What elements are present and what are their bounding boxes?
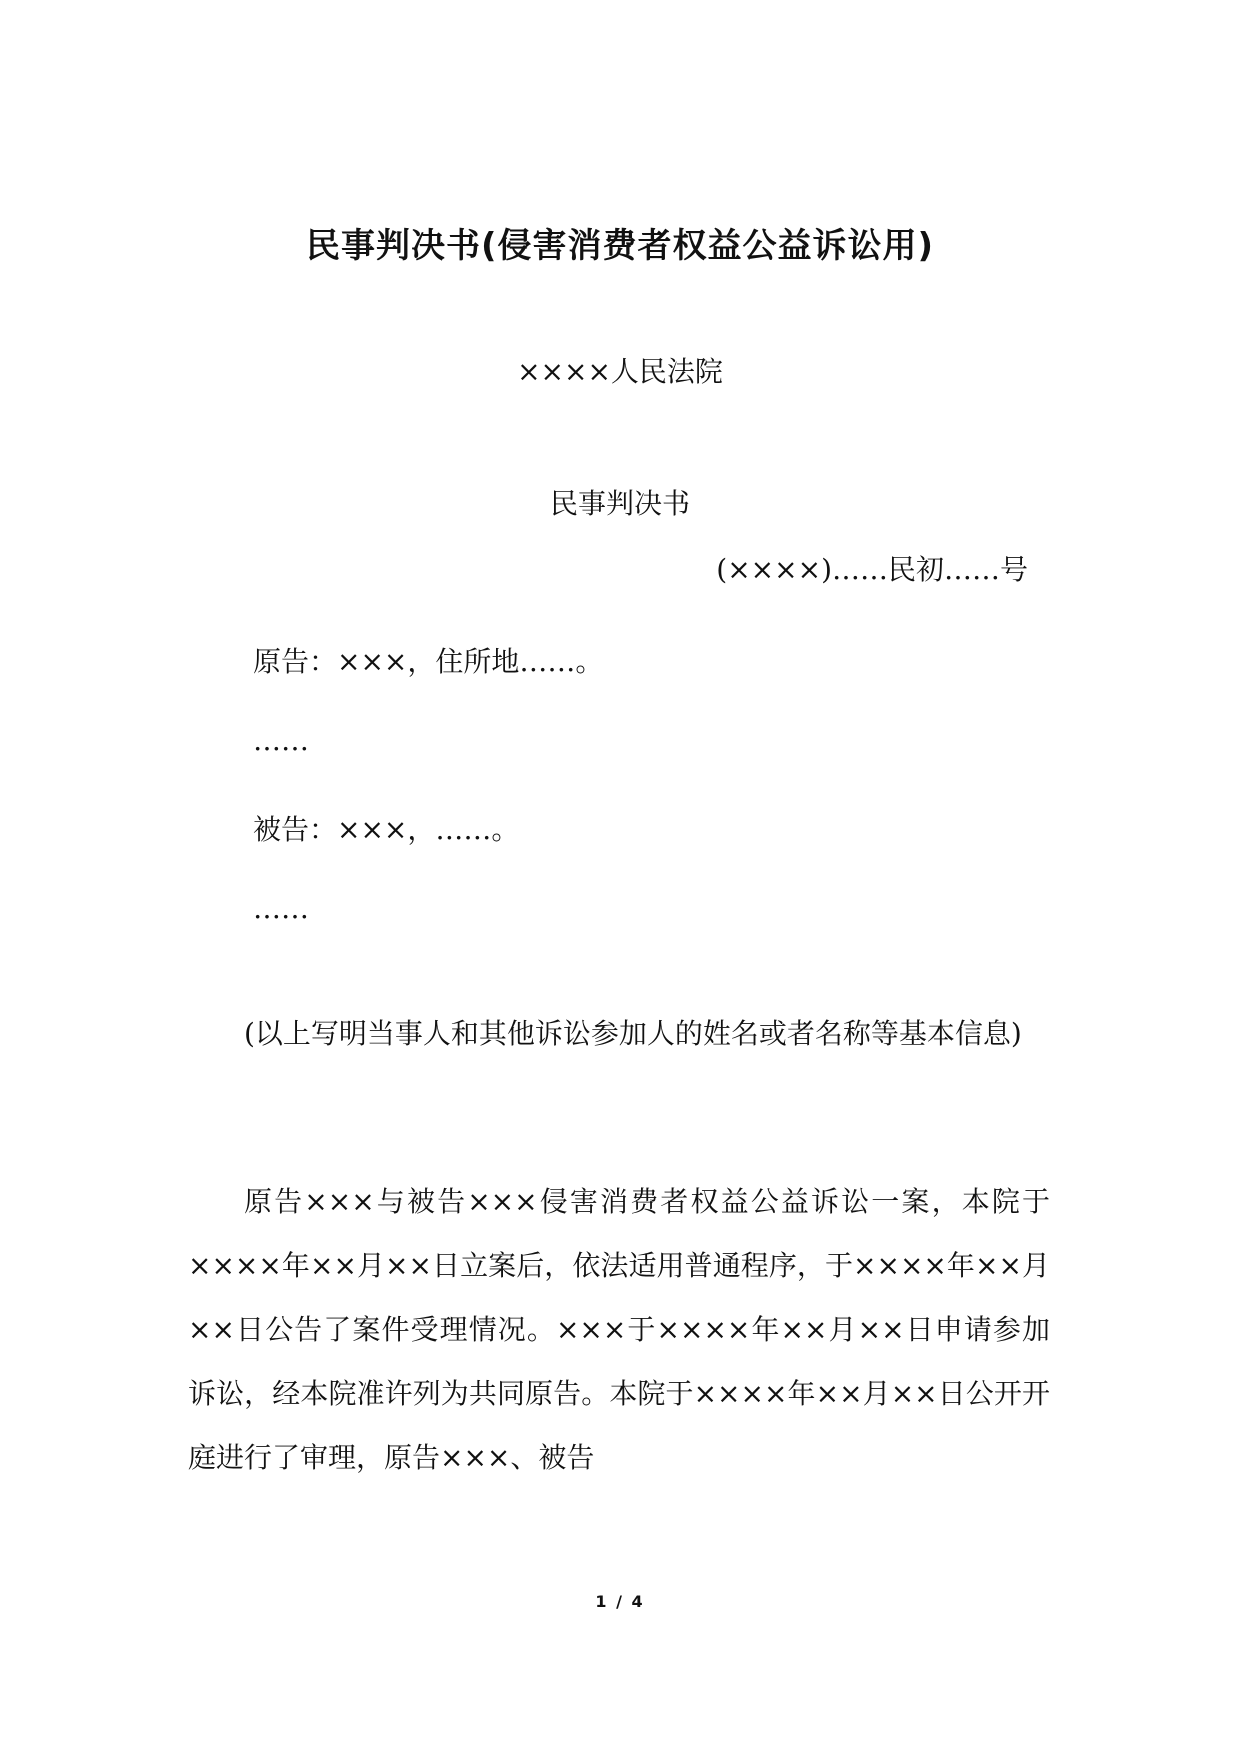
parties-note-paragraph: (以上写明当事人和其他诉讼参加人的姓名或者名称等基本信息) (244, 1017, 1022, 1050)
case-body-paragraph: 原告×××与被告×××侵害消费者权益公益诉讼一案，本院于××××年××月××日立案后，依法适用普通程序，于××××年××月××日公告了案件受理情况。×××于××××年××月××日申请参加诉讼，经本院准许列为共同原告。本院于××××年××月××日公开开庭进行了审理，原告×××、被告 (188, 1185, 1050, 1474)
plaintiff-line: 原告：×××，住所地……。 (253, 645, 604, 678)
ellipsis-line: …… (253, 724, 309, 757)
defendant-line: 被告：×××，……。 (253, 813, 520, 846)
ellipsis-line: …… (253, 892, 309, 925)
document-title: 民事判决书(侵害消费者权益公益诉讼用) (305, 226, 935, 266)
page-indicator: 1 / 4 (595, 1592, 645, 1611)
court-name: ××××人民法院 (517, 355, 723, 388)
case-number: (××××)……民初……号 (716, 553, 1028, 586)
document-type-heading: 民事判决书 (549, 487, 690, 520)
